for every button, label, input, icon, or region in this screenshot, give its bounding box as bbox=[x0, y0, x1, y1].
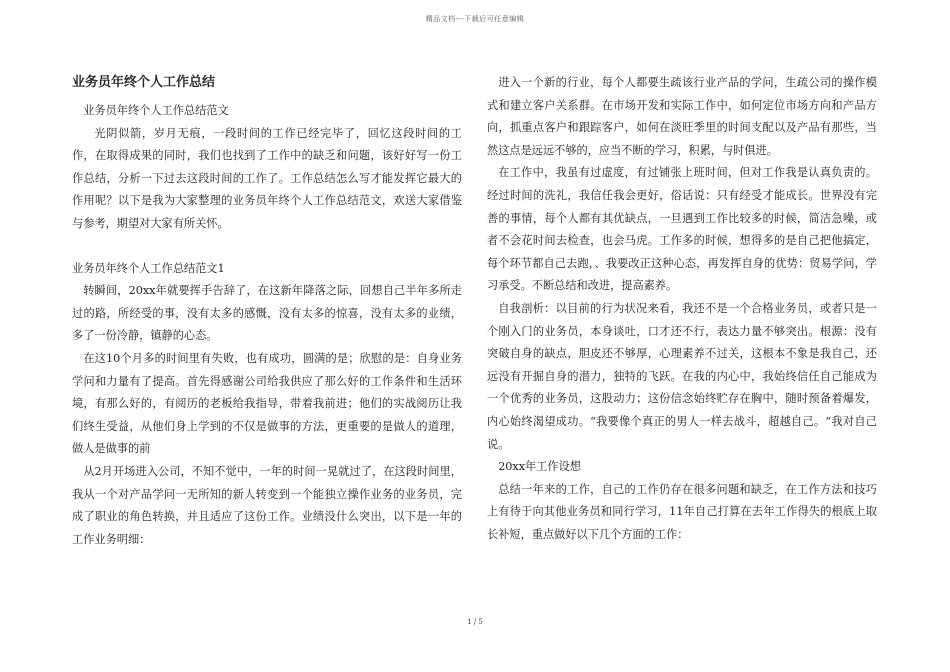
paragraph-4: 进入一个新的行业，每个人都要生疏该行业产品的学问，生疏公司的操作模式和建立客户关系群。在市场开发和实际工作中，如何定位市场方向和产品方向，抓重点客户和跟踪客户，如何在淡旺季里的时间支配以及产品有那些，当然这点是远远不够的，应当不断的学习，积累，与时俱进。 bbox=[487, 76, 877, 157]
right-column bbox=[487, 72, 877, 546]
section-heading-2: 20xx年工作设想 bbox=[498, 460, 581, 474]
left-column bbox=[72, 72, 462, 551]
header-note: 精品文档---下载后可任意编辑 bbox=[425, 15, 525, 23]
intro-paragraph: 光阴似箭，岁月无痕，一段时间的工作已经完毕了，回忆这段时间的工作，在取得成果的同时，我们也找到了工作中的缺乏和问题，该好好写一份工作总结，分析一下过去这段时间的工作了。工作总结怎么写才能发挥它最大的作用呢？以下是我为大家整理的业务员年终个人工作总结范文，欢送大家借鉴与参考，期望对大家有所关怀。 bbox=[72, 126, 462, 230]
paragraph-1: 转瞬间，20xx年就要挥手告辞了，在这新年降落之际，回想自己半年多所走过的路，所经受的事，没有太多的感慨，没有太多的惊喜，没有太多的业绩，多了一份冷静，镇静的心态。 bbox=[72, 284, 462, 343]
paragraph-6: 自我剖析：以目前的行为状况来看，我还不是一个合格业务员，或者只是一个刚入门的业务员，本身谈吐，口才还不行，表达力量不够突出。根源：没有突破自身的缺点，胆皮还不够厚，心理素养不过关，这根本不象是我自己，还远没有开掘自身的潜力，独特的飞跃。在我的内心中，我始终信任自己能成为一个优秀的业务员，这股动力；这份信念始终贮存在胸中，随时预备着爆发，内心始终渴望成功。“我要像个真正的男人一样去战斗，超越自己。“我对自己说。 bbox=[487, 301, 877, 451]
spacer bbox=[72, 236, 462, 258]
paragraph-7: 总结一年来的工作，自己的工作仍存在很多问题和缺乏，在工作方法和技巧上有待于向其他业务员和同行学习，11年自己打算在去年工作得失的根底上取长补短，重点做好以下几个方面的工作： bbox=[487, 482, 877, 541]
paragraph-3: 从2月开场进入公司，不知不觉中，一年的时间一晃就过了，在这段时间里，我从一个对产品学问一无所知的新人转变到一个能独立操作业务的业务员，完成了职业的角色转换，并且适应了这份工作。业绩没什么突出，以下是一年的工作业务明细： bbox=[72, 464, 462, 546]
section-heading-1: 业务员年终个人工作总结范文1 bbox=[72, 261, 225, 275]
page-number: 1 / 5 bbox=[467, 618, 483, 626]
paragraph-5: 在工作中，我虽有过虚度，有过铺张上班时间，但对工作我是认真负责的。经过时间的洗礼，我信任我会更好，俗话说：只有经受才能成长。世界没有完善的事情，每个人都有其优缺点，一旦遇到工作比较多的时候，简洁急噪，或者不会花时间去检查，也会马虎。工作多的时候，想得多的是自己把他搞定，每个环节都自己去跑，、我要改正这种心态，再发挥自身的优势：贸易学问，学习承受。不断总结和改进，提高素养。 bbox=[487, 166, 877, 293]
paragraph-2: 在这10个月多的时间里有失败，也有成功，圆满的是；欣慰的是：自身业务学问和力量有了提高。首先得感谢公司给我供应了那么好的工作条件和生活环境，有那么好的，有阅历的老板给我指导，带着我前进；他们的实战阅历让我们终生受益，从他们身上学到的不仅是做事的方法，更重要的是做人的道理，做人是做事的前 bbox=[72, 351, 462, 456]
subtitle: 业务员年终个人工作总结范文 bbox=[83, 104, 229, 117]
document-title: 业务员年终个人工作总结 bbox=[72, 75, 216, 90]
